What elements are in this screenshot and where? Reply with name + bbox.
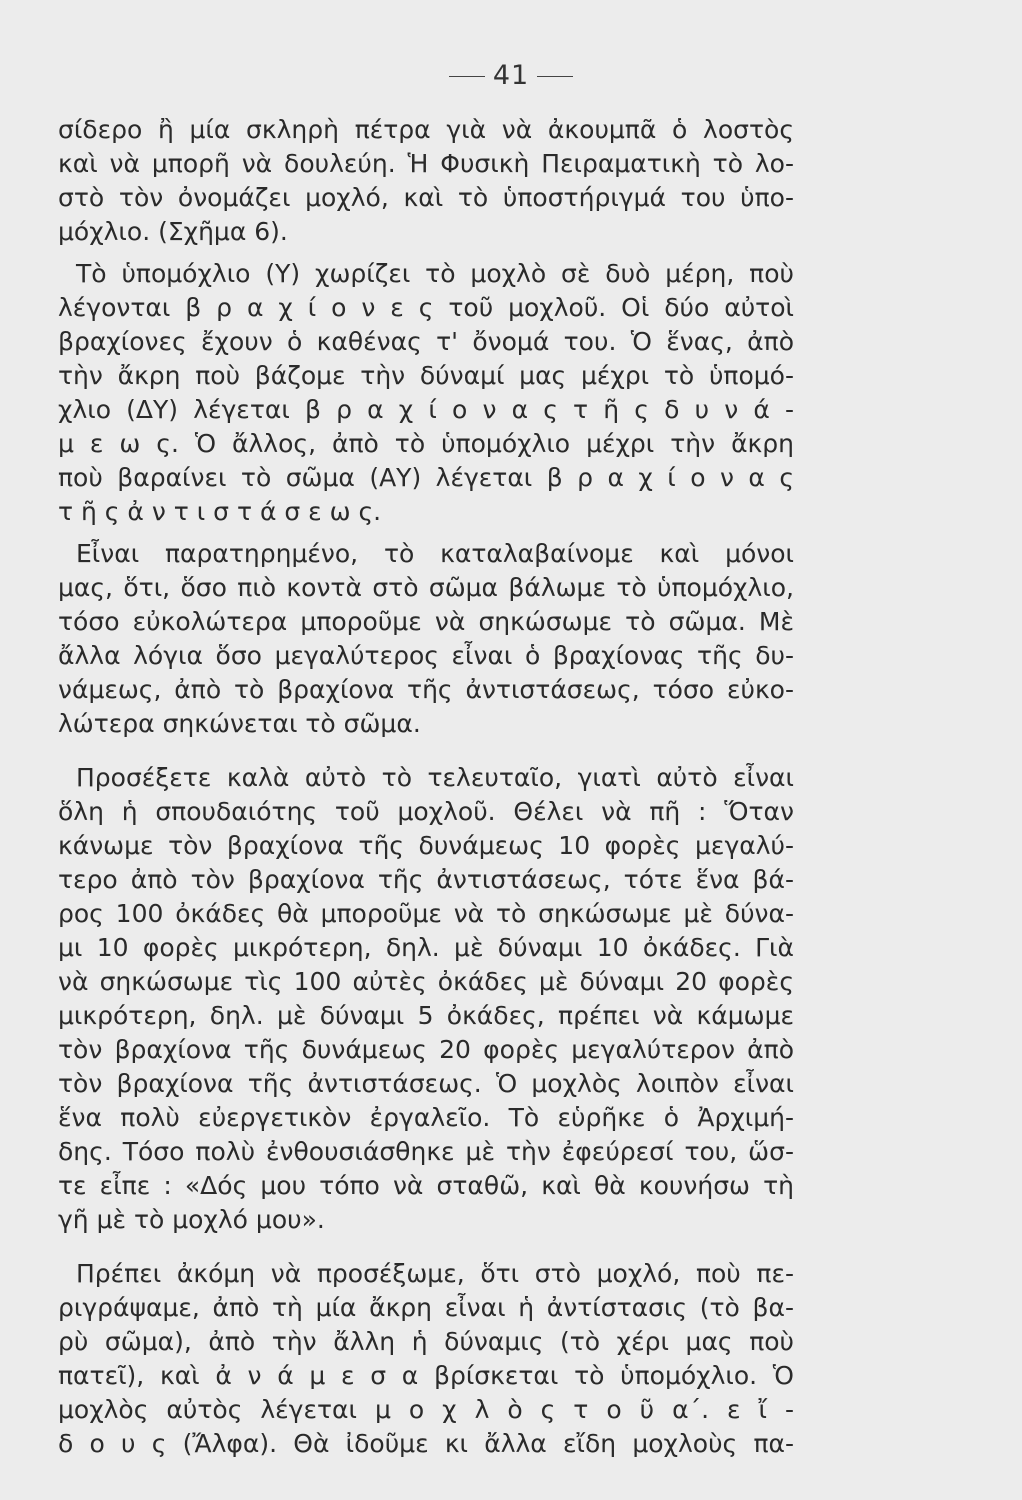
text-line: Εἶναι παρατηρημένο, τὸ καταλαβαίνομε καὶ μόνοι	[76, 539, 794, 568]
text-line: κάνωμε τὸν βραχίονα τῆς δυνάμεως 10 φορὲς μεγαλύ-	[58, 831, 794, 860]
text-line: χλιο (ΔΥ) λέγεται β ρ α χ ί ο ν α ς τ ῆ ς δ υ ν ά -	[58, 395, 794, 424]
text-line: μι 10 φορὲς μικρότερη, δηλ. μὲ δύναμι 10 ὀκάδες. Γιὰ	[58, 933, 794, 962]
text-line: τὸν βραχίονα τῆς δυνάμεως 20 φορὲς μεγαλύτερον ἀπὸ	[58, 1035, 794, 1064]
text-line: δης. Τόσο πολὺ ἐνθουσιάσθηκε μὲ τὴν ἐφεύρεσί του, ὥσ-	[58, 1137, 794, 1166]
text-line: σίδερο ἢ μία σκληρὴ πέτρα γιὰ νὰ ἀκουμπᾶ ὁ λοστὸς	[58, 115, 794, 144]
text-line: τ ῆ ς ἀ ν τ ι σ τ ά σ ε ω ς.	[58, 497, 382, 526]
text-line: Προσέξετε καλὰ αὐτὸ τὸ τελευταῖο, γιατὶ αὐτὸ εἶναι	[76, 763, 794, 792]
text-line: μας, ὅτι, ὅσο πιὸ κοντὰ στὸ σῶμα βάλωμε τὸ ὑπομόχλιο,	[58, 573, 794, 602]
text-line: τὴν ἄκρη ποὺ βάζομε τὴν δύναμί μας μέχρι τὸ ὑπομό-	[58, 361, 794, 390]
text-line: καὶ νὰ μπορῆ νὰ δουλεύη. Ἡ Φυσικὴ Πειραματικὴ τὸ λο-	[58, 149, 794, 178]
text-line: ρος 100 ὀκάδες θὰ μποροῦμε νὰ τὸ σηκώσωμε μὲ δύνα-	[58, 899, 794, 928]
page-number	[0, 60, 1022, 91]
text-line: ρὺ σῶμα), ἀπὸ τὴν ἄλλη ἡ δύναμις (τὸ χέρι μας ποὺ	[58, 1327, 794, 1356]
text-line: πατεῖ), καὶ ἀ ν ά μ ε σ α βρίσκεται τὸ ὑπομόχλιο. Ὁ	[58, 1361, 794, 1390]
text-line: τόσο εὐκολώτερα μποροῦμε νὰ σηκώσωμε τὸ σῶμα. Μὲ	[58, 607, 794, 636]
text-line: μόχλιο. (Σχῆμα 6).	[58, 217, 288, 246]
text-line: μ ε ω ς. Ὁ ἄλλος, ἀπὸ τὸ ὑπομόχλιο μέχρι τὴν ἄκρη	[58, 429, 794, 458]
text-line: μικρότερη, δηλ. μὲ δύναμι 5 ὀκάδες, πρέπει νὰ κάμωμε	[58, 1001, 794, 1030]
page-number-text: 41	[492, 60, 530, 91]
text-line: λώτερα σηκώνεται τὸ σῶμα.	[58, 709, 421, 738]
text-line: νάμεως, ἀπὸ τὸ βραχίονα τῆς ἀντιστάσεως, τόσο εὐκο-	[58, 675, 794, 704]
text-line: δ ο υ ς (Ἄλφα). Θὰ ἰδοῦμε κι ἄλλα εἴδη μοχλοὺς πα-	[58, 1429, 794, 1458]
text-line: ἄλλα λόγια ὅσο μεγαλύτερος εἶναι ὁ βραχίονας τῆς δυ-	[58, 641, 794, 670]
page-number-dash-left	[449, 76, 485, 78]
paragraph	[58, 113, 794, 249]
text-line: τερο ἀπὸ τὸν βραχίονα τῆς ἀντιστάσεως, τότε ἕνα βά-	[58, 865, 794, 894]
text-line: Τὸ ὑπομόχλιο (Υ) χωρίζει τὸ μοχλὸ σὲ δυὸ μέρη, ποὺ	[76, 259, 794, 288]
text-line: τὸν βραχίονα τῆς ἀντιστάσεως. Ὁ μοχλὸς λοιπὸν εἶναι	[58, 1069, 794, 1098]
text-line: ἕνα πολὺ εὐεργετικὸν ἐργαλεῖο. Τὸ εὑρῆκε ὁ Ἀρχιμή-	[58, 1103, 794, 1132]
paragraph	[58, 537, 794, 741]
text-line: ποὺ βαραίνει τὸ σῶμα (ΑΥ) λέγεται β ρ α χ ί ο ν α ς	[58, 463, 794, 492]
text-line: γῆ μὲ τὸ μοχλό μου».	[58, 1205, 325, 1234]
text-line: ριγράψαμε, ἀπὸ τὴ μία ἄκρη εἶναι ἡ ἀντίστασις (τὸ βα-	[58, 1293, 794, 1322]
text-line: Πρέπει ἀκόμη νὰ προσέξωμε, ὅτι στὸ μοχλό, ποὺ πε-	[76, 1259, 794, 1288]
paragraph	[58, 761, 794, 1237]
body-text	[58, 113, 794, 1461]
text-line: βραχίονες ἔχουν ὁ καθένας τ' ὄνομά του. Ὁ ἕνας, ἀπὸ	[58, 327, 794, 356]
text-line: τε εἶπε : «Δός μου τόπο νὰ σταθῶ, καὶ θὰ κουνήσω τὴ	[58, 1171, 794, 1200]
text-line: λέγονται β ρ α χ ί ο ν ε ς τοῦ μοχλοῦ. Οἱ δύο αὐτοὶ	[58, 293, 794, 322]
text-line: νὰ σηκώσωμε τὶς 100 αὐτὲς ὀκάδες μὲ δύναμι 20 φορὲς	[58, 967, 794, 996]
page-number-dash-right	[537, 76, 573, 78]
text-line: μοχλὸς αὐτὸς λέγεται μ ο χ λ ὸ ς τ ο ῦ α΄. ε ἴ -	[58, 1395, 794, 1424]
paragraph	[58, 257, 794, 529]
paragraph	[58, 1257, 794, 1461]
text-line: ὅλη ἡ σπουδαιότης τοῦ μοχλοῦ. Θέλει νὰ πῆ : Ὅταν	[58, 797, 794, 826]
text-line: στὸ τὸν ὀνομάζει μοχλό, καὶ τὸ ὑποστήριγμά του ὑπο-	[58, 183, 794, 212]
